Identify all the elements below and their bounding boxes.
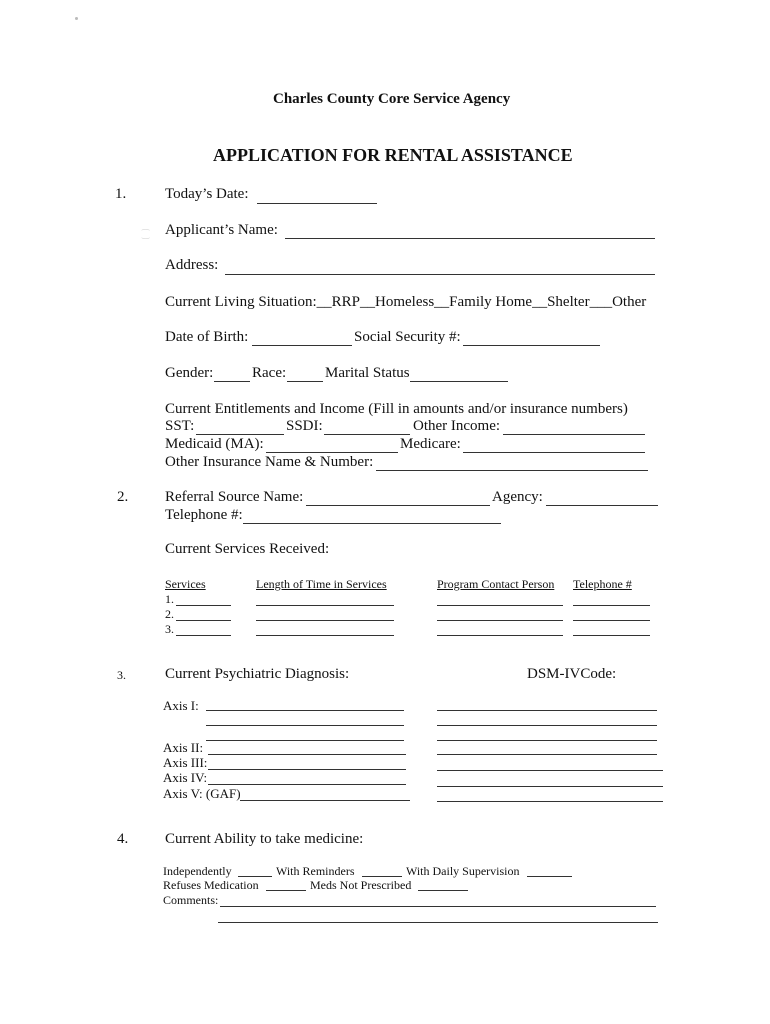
medicaid-field[interactable] [266, 452, 398, 453]
dsm-4-field[interactable] [437, 786, 663, 787]
race-field[interactable] [287, 381, 323, 382]
phone-1-field[interactable] [573, 605, 650, 606]
length-3-field[interactable] [256, 635, 394, 636]
dob-label: Date of Birth: [165, 329, 249, 345]
medicaid-label: Medicaid (MA): [165, 436, 264, 452]
scan-mark: ⁐ [142, 229, 150, 239]
with-daily-field[interactable] [527, 876, 572, 877]
section-4-number: 4. [117, 831, 129, 847]
other-income-field[interactable] [503, 434, 645, 435]
marital-label: Marital Status [325, 365, 410, 381]
axis-4-label: Axis IV: [163, 770, 208, 785]
length-1-field[interactable] [256, 605, 394, 606]
axis-1-label: Axis I: [163, 698, 199, 713]
ability-heading: Current Ability to take medicine: [165, 831, 364, 847]
axis-5-label: Axis V: (GAF) [163, 786, 241, 801]
dsm-1-field-b[interactable] [437, 725, 657, 726]
other-insurance-field[interactable] [376, 470, 648, 471]
refuses-field[interactable] [266, 890, 306, 891]
referral-field[interactable] [306, 505, 490, 506]
ssdi-label: SSDI: [286, 418, 323, 434]
gender-field[interactable] [214, 381, 250, 382]
col-contact: Program Contact Person [437, 577, 555, 591]
col-telephone: Telephone # [573, 577, 632, 591]
service-3-field[interactable] [176, 635, 231, 636]
form-title: APPLICATION FOR RENTAL ASSISTANCE [213, 145, 573, 165]
section-2-number: 2. [117, 489, 129, 505]
section-3-number: 3. [117, 668, 126, 682]
todays-date-label: Today’s Date: [165, 186, 249, 202]
referral-label: Referral Source Name: [165, 489, 304, 505]
service-row-2: 2. [165, 607, 174, 621]
axis-2-field[interactable] [208, 754, 406, 755]
axis-1-field-a[interactable] [206, 710, 404, 711]
dsm-5-field[interactable] [437, 801, 663, 802]
contact-1-field[interactable] [437, 605, 563, 606]
scan-speck [75, 17, 78, 20]
axis-5-field[interactable] [240, 800, 410, 801]
col-length: Length of Time in Services [256, 577, 387, 591]
axis-2-label: Axis II: [163, 740, 204, 755]
dsm-3-field[interactable] [437, 770, 663, 771]
services-received-heading: Current Services Received: [165, 541, 330, 557]
service-row-3: 3. [165, 622, 174, 636]
axis-1-field-c[interactable] [206, 740, 404, 741]
medicare-label: Medicare: [400, 436, 461, 452]
dob-field[interactable] [252, 345, 352, 346]
length-2-field[interactable] [256, 620, 394, 621]
not-prescribed-field[interactable] [418, 890, 468, 891]
ssn-field[interactable] [463, 345, 600, 346]
axis-3-field[interactable] [208, 769, 406, 770]
axis-4-field[interactable] [208, 784, 406, 785]
other-insurance-label: Other Insurance Name & Number: [165, 454, 374, 470]
refuses-label: Refuses Medication [163, 878, 259, 892]
axis-3-label: Axis III: [163, 755, 208, 770]
telephone-field[interactable] [243, 523, 501, 524]
with-reminders-label: With Reminders [276, 864, 355, 878]
sst-field[interactable] [196, 434, 284, 435]
agency-field[interactable] [546, 505, 658, 506]
with-daily-label: With Daily Supervision [406, 864, 520, 878]
race-label: Race: [252, 365, 287, 381]
todays-date-field[interactable] [257, 203, 377, 204]
gender-label: Gender: [165, 365, 214, 381]
ssn-label: Social Security #: [354, 329, 461, 345]
section-1-number: 1. [115, 186, 127, 202]
dsm-2-field[interactable] [437, 754, 657, 755]
address-field[interactable] [225, 274, 655, 275]
contact-3-field[interactable] [437, 635, 563, 636]
ssdi-field[interactable] [324, 434, 410, 435]
with-reminders-field[interactable] [362, 876, 402, 877]
not-prescribed-label: Meds Not Prescribed [310, 878, 412, 892]
agency-name: Charles County Core Service Agency [273, 91, 511, 107]
applicant-name-label: Applicant’s Name: [165, 222, 278, 238]
living-situation[interactable]: Current Living Situation:__RRP__Homeless__Family Home__Shelter___Other [165, 294, 647, 310]
comments-field-a[interactable] [220, 906, 656, 907]
independently-field[interactable] [238, 876, 272, 877]
phone-3-field[interactable] [573, 635, 650, 636]
axis-1-field-b[interactable] [206, 725, 404, 726]
phone-2-field[interactable] [573, 620, 650, 621]
dsm-1-field-a[interactable] [437, 710, 657, 711]
medicare-field[interactable] [463, 452, 645, 453]
sst-label: SST: [165, 418, 195, 434]
comments-label: Comments: [163, 893, 219, 907]
diagnosis-heading: Current Psychiatric Diagnosis: [165, 666, 350, 682]
service-row-1: 1. [165, 592, 174, 606]
independently-label: Independently [163, 864, 232, 878]
telephone-label: Telephone #: [165, 507, 243, 523]
agency-label: Agency: [492, 489, 543, 505]
applicant-name-field[interactable] [285, 238, 655, 239]
entitlements-heading: Current Entitlements and Income (Fill in amounts and/or insurance numbers) [165, 401, 628, 417]
comments-field-b[interactable] [218, 922, 658, 923]
marital-field[interactable] [410, 381, 508, 382]
contact-2-field[interactable] [437, 620, 563, 621]
address-label: Address: [165, 257, 219, 273]
dsm-heading: DSM-IVCode: [527, 666, 617, 682]
service-1-field[interactable] [176, 605, 231, 606]
other-income-label: Other Income: [413, 418, 501, 434]
col-services: Services [165, 577, 206, 591]
service-2-field[interactable] [176, 620, 231, 621]
dsm-1-field-c[interactable] [437, 740, 657, 741]
